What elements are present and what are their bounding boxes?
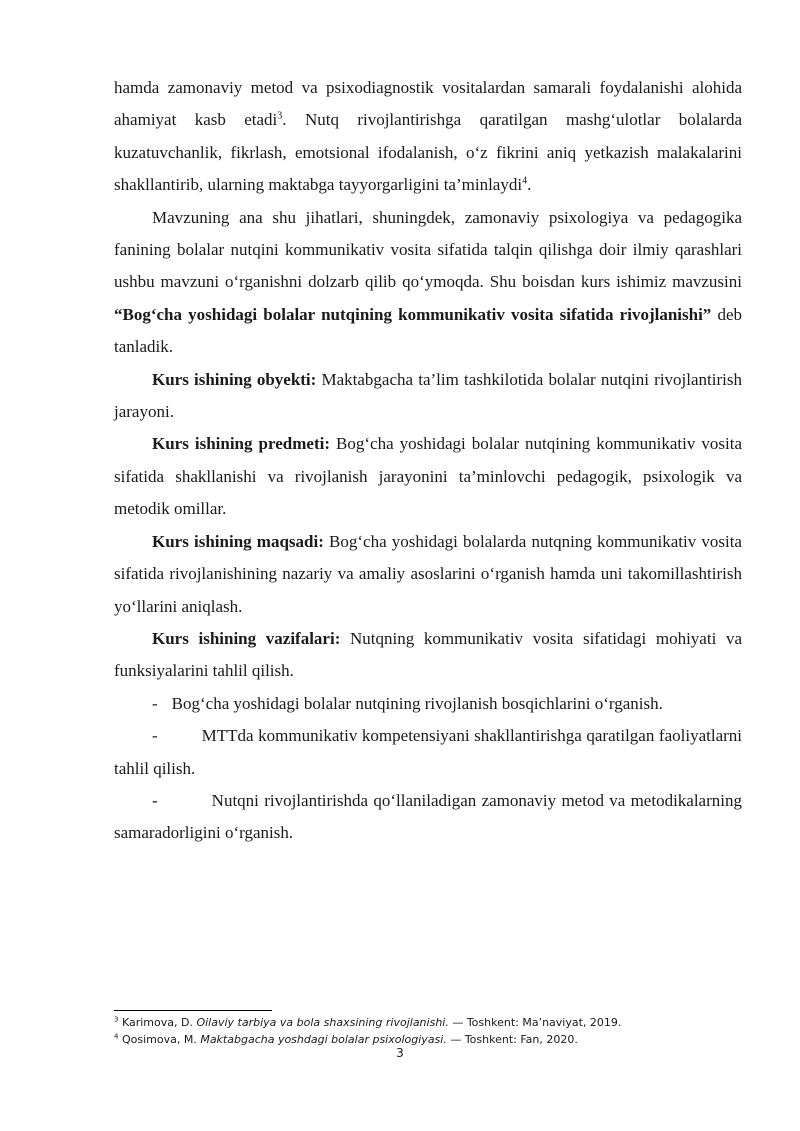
footnote-ref[interactable]: 3 xyxy=(277,110,283,122)
paragraph-text: deb tanladik. xyxy=(114,304,742,357)
footnotes xyxy=(114,1014,742,1048)
footnote-author: Karimova, D. xyxy=(121,1016,197,1029)
paragraph-text: . Nutq rivojlantirishga qaratilgan mashg‘ulotlar bolalarda kuzatuvchanlik, fikrlash, emotsional ifodalanish, o‘z fikrini aniq yetkazish malakalarini shakllantirib, ularning maktabga tayyorgarligini ta’minlaydi xyxy=(114,110,742,195)
footnote-ref[interactable]: 4 xyxy=(522,175,528,187)
footnote xyxy=(114,1014,742,1031)
list-item-text: Nutqni rivojlantirishda qo‘llaniladigan zamonaviy metod va metodikalarning samaradorligini o‘rganish. xyxy=(114,790,742,843)
paragraph-text: . xyxy=(527,175,532,195)
list-item xyxy=(114,785,742,850)
footnote-title: Maktabgacha yoshdagi bolalar psixologiyasi. xyxy=(200,1033,447,1046)
footnote-publisher: — Toshkent: Ma’naviyat, 2019. xyxy=(448,1016,622,1029)
paragraph-text: Bog‘cha yoshidagi bolalar nutqining kommunikativ vosita sifatida shakllanishi va rivojlanish jarayonini ta’minlovchi pedagogik, psixologik va metodik omillar. xyxy=(114,434,742,519)
paragraph-text: hamda zamonaviy metod va psixodiagnostik vositalardan samarali foydalanishi alohida ahamiyat kasb etadi xyxy=(114,78,742,130)
topic-title: “Bog‘cha yoshidagi bolalar nutqining kommunikativ vosita sifatida rivojlanishi” xyxy=(114,304,712,324)
paragraph-intro xyxy=(114,72,742,202)
footnote-number: 4 xyxy=(114,1032,119,1041)
paragraph-vazifalar xyxy=(114,623,742,688)
footnote-publisher: — Toshkent: Fan, 2020. xyxy=(446,1033,578,1046)
body-text xyxy=(114,72,742,850)
paragraph-text: Bog‘cha yoshidagi bolalarda nutqning kommunikativ vosita sifatida rivojlanishining nazariy va amaliy asoslarini o‘rganish hamda uni takomillashtirish yo‘llarini aniqlash. xyxy=(114,531,742,616)
section-label: Kurs ishining predmeti: xyxy=(152,434,330,454)
paragraph-predmet xyxy=(114,428,742,525)
list-item xyxy=(114,688,742,720)
section-label: Kurs ishining maqsadi: xyxy=(152,531,324,551)
dash-marker: - xyxy=(152,693,158,713)
list-item-text: Bog‘cha yoshidagi bolalar nutqining rivojlanish bosqichlarini o‘rganish. xyxy=(171,693,663,713)
paragraph-obyekt xyxy=(114,364,742,429)
paragraph-topic xyxy=(114,202,742,364)
footnote-title: Oilaviy tarbiya va bola shaxsining rivojlanishi. xyxy=(196,1016,449,1029)
footnote-number: 3 xyxy=(114,1015,119,1024)
paragraph-text: Nutqning kommunikativ vosita sifatidagi mohiyati va funksiyalarini tahlil qilish. xyxy=(114,628,742,681)
section-label: Kurs ishining obyekti: xyxy=(152,369,317,389)
footnote-author: Qosimova, M. xyxy=(121,1033,201,1046)
dash-marker: - xyxy=(152,726,158,746)
page-number: 3 xyxy=(396,1046,404,1060)
list-item xyxy=(114,720,742,785)
paragraph-text: Mavzuning ana shu jihatlari, shuningdek, zamonaviy psixologiya va pedagogika fanining bolalar nutqini kommunikativ vosita sifatida talqin qilishga doir ilmiy qarashlari ushbu mavzuni o‘rganishni dolzarb qilib qo‘ymoqda. Shu boisdan kurs ishimiz mavzusini xyxy=(114,207,742,292)
list-item-text: MTTda kommunikativ kompetensiyani shakllantirishga qaratilgan faoliyatlarni tahlil qilish. xyxy=(114,726,742,778)
paragraph-text: Maktabgacha ta’lim tashkilotida bolalar nutqini rivojlantirish jarayoni. xyxy=(114,369,742,422)
paragraph-maqsad xyxy=(114,526,742,623)
footnote-separator xyxy=(114,1010,272,1011)
section-label: Kurs ishining vazifalari: xyxy=(152,628,341,648)
dash-marker: - xyxy=(152,790,158,810)
